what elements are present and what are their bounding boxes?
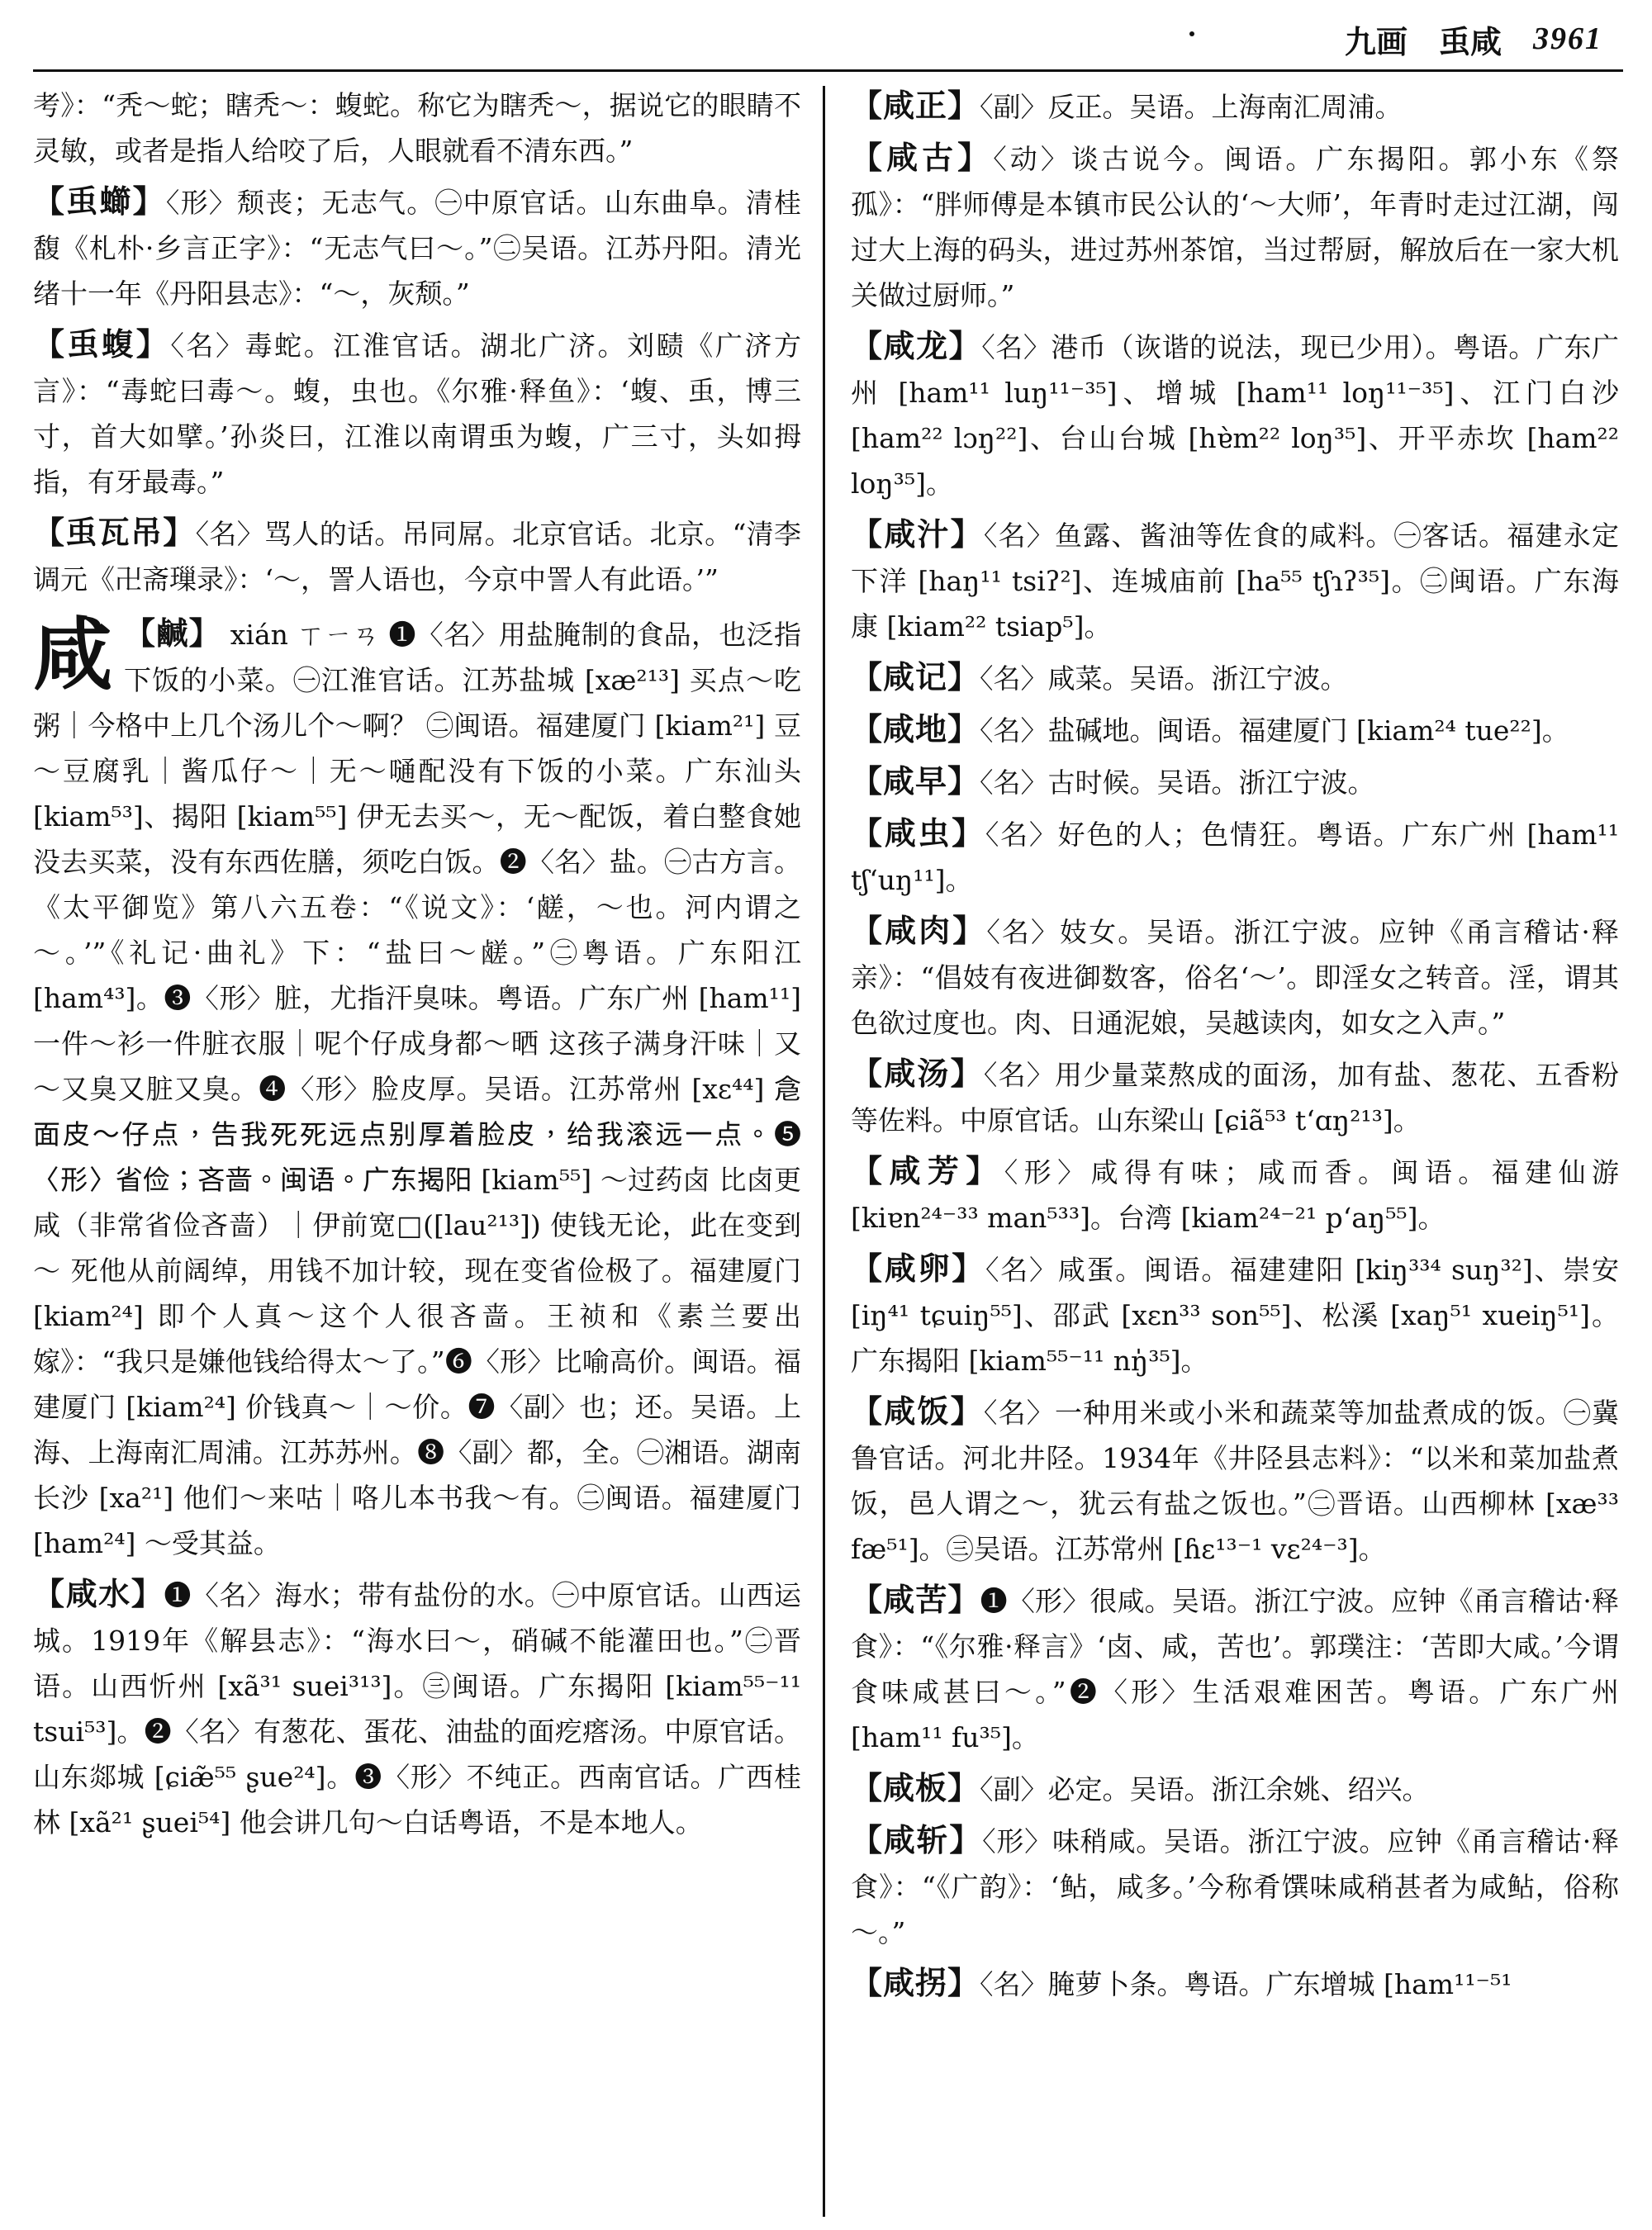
entry-body: 〈名〉古时候。吴语。浙江宁波。: [980, 766, 1375, 799]
entry: [851, 1960, 1619, 2007]
entry-headword: 【咸汁】: [851, 515, 984, 553]
entry: [851, 758, 1619, 805]
entry: [851, 511, 1619, 649]
entry-body: 〈名〉好色的人；色情狂。粤语。广东广州 [ham¹¹ tʃʻuŋ¹¹]。: [851, 818, 1619, 896]
entry: [33, 178, 801, 316]
entry-headword: 【咸肉】: [851, 912, 987, 949]
entry-body: 〈副〉反正。吴语。上海南汇周浦。: [980, 91, 1403, 123]
entry-headword: 【咸记】: [851, 658, 980, 695]
left-column: [33, 83, 801, 2222]
entry: [851, 323, 1619, 506]
page-header: [1239, 10, 1602, 68]
entry-headword: 【咸斩】: [851, 1821, 983, 1858]
entry-body: 〈名〉妓女。吴语。浙江宁波。应钟《甬言稽诂·释亲》：“倡妓有夜进御数客，俗名‘～’。即淫女之转音。淫，谓其色欲过度也。肉、日通泥娘，吴越读肉，如女之入声。”: [851, 916, 1619, 1039]
main-entry-pinyin: xián: [230, 619, 288, 651]
entry: [33, 321, 801, 505]
entry-headword: 【咸早】: [851, 762, 980, 799]
entry: [851, 1148, 1619, 1241]
column-divider: [823, 86, 825, 2217]
main-entry-zhuyin: ㄒㄧㄢ: [297, 619, 380, 651]
entry-body: 考》：“秃～蛇；瞎秃～：蝮蛇。称它为瞎秃～，据说它的眼睛不灵敏，或者是指人给咬了后，人眼就看不清东西。”: [33, 89, 801, 167]
header-dot: [1189, 31, 1194, 36]
entry-body: 〈形〉咸得有味；咸而香。闽语。福建仙游 [kiɐn²⁴⁻³³ man⁵³³]。台湾 [kiam²⁴⁻²¹ pʻaŋ⁵⁵]。: [851, 1156, 1619, 1234]
entry: [851, 1765, 1619, 1812]
entry: [33, 510, 801, 602]
entry: [851, 1388, 1619, 1572]
entry-body: 〈副〉必定。吴语。浙江余姚、绍兴。: [980, 1773, 1430, 1805]
main-entry-variant: 【鹹】: [124, 614, 221, 652]
entry-body: 〈名〉一种用米或小米和蔬菜等加盐煮成的饭。㊀冀鲁官话。河北井陉。1934年《井陉县志料》：“以米和菜加盐煮饭，邑人谓之～，犹云有盐之饭也。”㊁晋语。山西柳林 [xæ³³ fæ⁵¹]。㊂吴语。江苏常州 [ɦɛ¹³⁻¹ vɛ²⁴⁻³]。: [851, 1397, 1619, 1565]
entry: [851, 135, 1619, 318]
entry-body: 〈名〉咸蛋。闽语。福建建阳 [kiŋ³³⁴ suŋ³²]、崇安 [iŋ⁴¹ tɕuiŋ⁵⁵]、邵武 [xɛn³³ son⁵⁵]、松溪 [xaŋ⁵¹ xueiŋ⁵¹]。广东揭阳 [kiam⁵⁵⁻¹¹ nŋ̍³⁵]。: [851, 1254, 1619, 1377]
entry-headword: 【䖝瓦吊】: [33, 514, 196, 551]
header-chars: 䖝咸: [1438, 22, 1502, 60]
entry-body: ❶〈形〉很咸。吴语。浙江宁波。应钟《甬言稽诂·释食》：“《尔雅·释言》‘卤、咸，苦也’。郭璞注：‘苦即大咸。’今谓食味咸甚曰～。”❷〈形〉生活艰难困苦。粤语。广东广州 [ham¹¹ fu³⁵]。: [851, 1585, 1619, 1753]
entry-continuation: [33, 83, 801, 173]
entry-headword: 【䖝䗻】: [33, 183, 166, 220]
page-number: 3961: [1533, 21, 1602, 56]
entry-headword: 【咸饭】: [851, 1393, 984, 1430]
entry-headword: 【咸汤】: [851, 1055, 984, 1092]
entry-body: 〈形〉颓丧；无志气。㊀中原官话。山东曲阜。清桂馥《札朴·乡言正字》：“无志气曰～。”㊁吴语。江苏丹阳。清光绪十一年《丹阳县志》：“～，灰颓。”: [33, 187, 801, 310]
entry: [851, 1577, 1619, 1760]
entry-body: 〈名〉腌萝卜条。粤语。广东增城 [ham¹¹⁻⁵¹: [980, 1968, 1512, 2000]
entry: [851, 1817, 1619, 1955]
entry-body: 〈名〉盐碱地。闽语。福建厦门 [kiam²⁴ tue²²]。: [980, 714, 1569, 747]
entry-body: 〈名〉骂人的话。吊同屌。北京官话。北京。“清李调元《卍斋璅录》：‘～，詈人语也，今京中詈人有此语。’”: [33, 518, 801, 595]
entry-headword: 【咸地】: [851, 710, 980, 747]
entry-headword: 【咸古】: [851, 139, 994, 176]
entry-headword: 【咸正】: [851, 87, 980, 124]
entry-body: 〈名〉港币（诙谐的说法，现已少用）。粤语。广东广州 [ham¹¹ luŋ¹¹⁻³⁵]、增城 [ham¹¹ loŋ¹¹⁻³⁵]、江门白沙 [ham²² lɔŋ²²]、台山台城 [hɐ̀m²² loŋ³⁵]、开平赤坎 [ham²² loŋ³⁵]。: [851, 331, 1619, 500]
entry-body: 〈动〉谈古说今。闽语。广东揭阳。郭小东《祭孤》：“胖师傅是本镇市民公认的‘～大师’，年青时走过江湖，闯过大上海的码头，进过苏州茶馆，当过帮厨，解放后在一家大机关做过厨师。”: [851, 143, 1619, 311]
entry-headword: 【咸虫】: [851, 814, 985, 852]
entry: [33, 1571, 801, 1845]
entry: [851, 654, 1619, 701]
header-rule: [33, 69, 1623, 72]
entry: [851, 908, 1619, 1046]
entry-body: 〈名〉毒蛇。江淮官话。湖北广济。刘赜《广济方言》：“毒蛇曰毒～。蝮，虫也。《尔雅·释鱼》：‘蝮、䖝，博三寸，首大如擘。’孙炎曰，江淮以南谓䖝为蝮，广三寸，头如拇指，有牙最毒。”: [33, 330, 801, 498]
entry: [851, 706, 1619, 753]
entry-headword: 【咸芳】: [851, 1152, 1004, 1189]
right-column: [851, 83, 1619, 2222]
header-section: 九画: [1344, 22, 1408, 60]
entry-body: ❶〈名〉海水；带有盐份的水。㊀中原官话。山西运城。1919年《解县志》：“海水曰～，硝碱不能灌田也。”㊁晋语。山西忻州 [xã³¹ suei³¹³]。㊂闽语。广东揭阳 [kiam⁵⁵⁻¹¹ tsui⁵³]。❷〈名〉有葱花、蛋花、油盐的面疙瘩汤。中原官话。山东郯城 [ɕiæ̃⁵⁵ ʂue²⁴]。❸〈形〉不纯正。西南官话。广西桂林 [xã²¹ ʂuei⁵⁴] 他会讲几句～白话粤语，不是本地人。: [33, 1579, 801, 1839]
entry: [851, 1245, 1619, 1383]
entry: [851, 83, 1619, 130]
entry-body: 〈名〉鱼露、酱油等佐食的咸料。㊀客话。福建永定下洋 [haŋ¹¹ tsiʔ²]、连城庙前 [ha⁵⁵ tʃɿʔ³⁵]。㊁闽语。广东海康 [kiam²² tsiap⁵]。: [851, 520, 1619, 643]
entry-body: 〈名〉咸菜。吴语。浙江宁波。: [980, 662, 1348, 695]
entry-headword: 【咸卵】: [851, 1250, 985, 1287]
entry-headword: 【咸水】: [33, 1575, 164, 1612]
entry-headword: 【咸苦】: [851, 1581, 980, 1618]
main-entry-body: ❶〈名〉用盐腌制的食品，也泛指下饭的小菜。㊀江淮官话。江苏盐城 [xæ²¹³] 买点～吃粥｜今格中上几个汤儿个～啊？ ㊁闽语。福建厦门 [kiam²¹] 豆～豆腐乳｜酱瓜仔～｜无～嗵配没有下饭的小菜。广东汕头 [kiam⁵³]、揭阳 [kiam⁵⁵] 伊无去买～，无～配饭，着白整食她没去买菜，没有东西佐膳，须吃白饭。❷〈名〉盐。㊀古方言。《太平御览》第八六五卷：“《说文》：‘鹾，～也。河内谓之～。’”《礼记·曲礼》下：“盐曰～鹾。”㊁粤语。广东阳江 [ham⁴³]。❸〈形〉脏，尤指汗臭味。粤语。广东广州 [ham¹¹] 一件～衫一件脏衣服｜呢个仔成身都～晒 这孩子满身汗味｜又～又臭又脏又臭。❹〈形〉脸皮厚。吴语。江苏常州 [xɛ⁴⁴] 𠉞面皮～仔点，告我死死远点别厚着脸皮，给我滚远一点。❺〈形〉省俭；吝啬。闽语。广东揭阳 [kiam⁵⁵] ～过药卤 比卤更咸（非常省俭吝啬）｜伊前宽□([lau²¹³]) 使钱无论，此在变到～ 死他从前阔绰，用钱不加计较，现在变省俭极了。福建厦门 [kiam²⁴] 即个人真～这个人很吝啬。王祯和《素兰要出嫁》：“我只是嫌他钱给得太～了。”❻〈形〉比喻高价。闽语。福建厦门 [kiam²⁴] 价钱真～｜～价。❼〈副〉也；还。吴语。上海、上海南汇周浦。江苏苏州。❽〈副〉都，全。㊀湘语。湖南长沙 [xa²¹] 他们～来咕｜咯儿本书我～有。㊁闽语。福建厦门 [ham²⁴] ～受其益。: [33, 619, 801, 1559]
entry: [851, 810, 1619, 903]
entry-headword: 【咸龙】: [851, 327, 982, 364]
entry-headword: 【咸板】: [851, 1769, 980, 1806]
entry-headword: 【䖝蝮】: [33, 325, 171, 363]
entry-body: 〈形〉味稍咸。吴语。浙江宁波。应钟《甬言稽诂·释食》：“《广韵》：‘鲇，咸多。’今称肴馔味咸稍甚者为咸鲇，俗称～。”: [851, 1825, 1619, 1948]
main-entry: [33, 610, 801, 1566]
entry-headword: 【咸拐】: [851, 1964, 980, 2001]
entry: [851, 1051, 1619, 1143]
entry-body: 〈名〉用少量菜熬成的面汤，加有盐、葱花、五香粉等佐料。中原官话。山东梁山 [ɕiã⁵³ tʻɑŋ²¹³]。: [851, 1059, 1619, 1136]
main-entry-char: 咸: [33, 608, 112, 701]
